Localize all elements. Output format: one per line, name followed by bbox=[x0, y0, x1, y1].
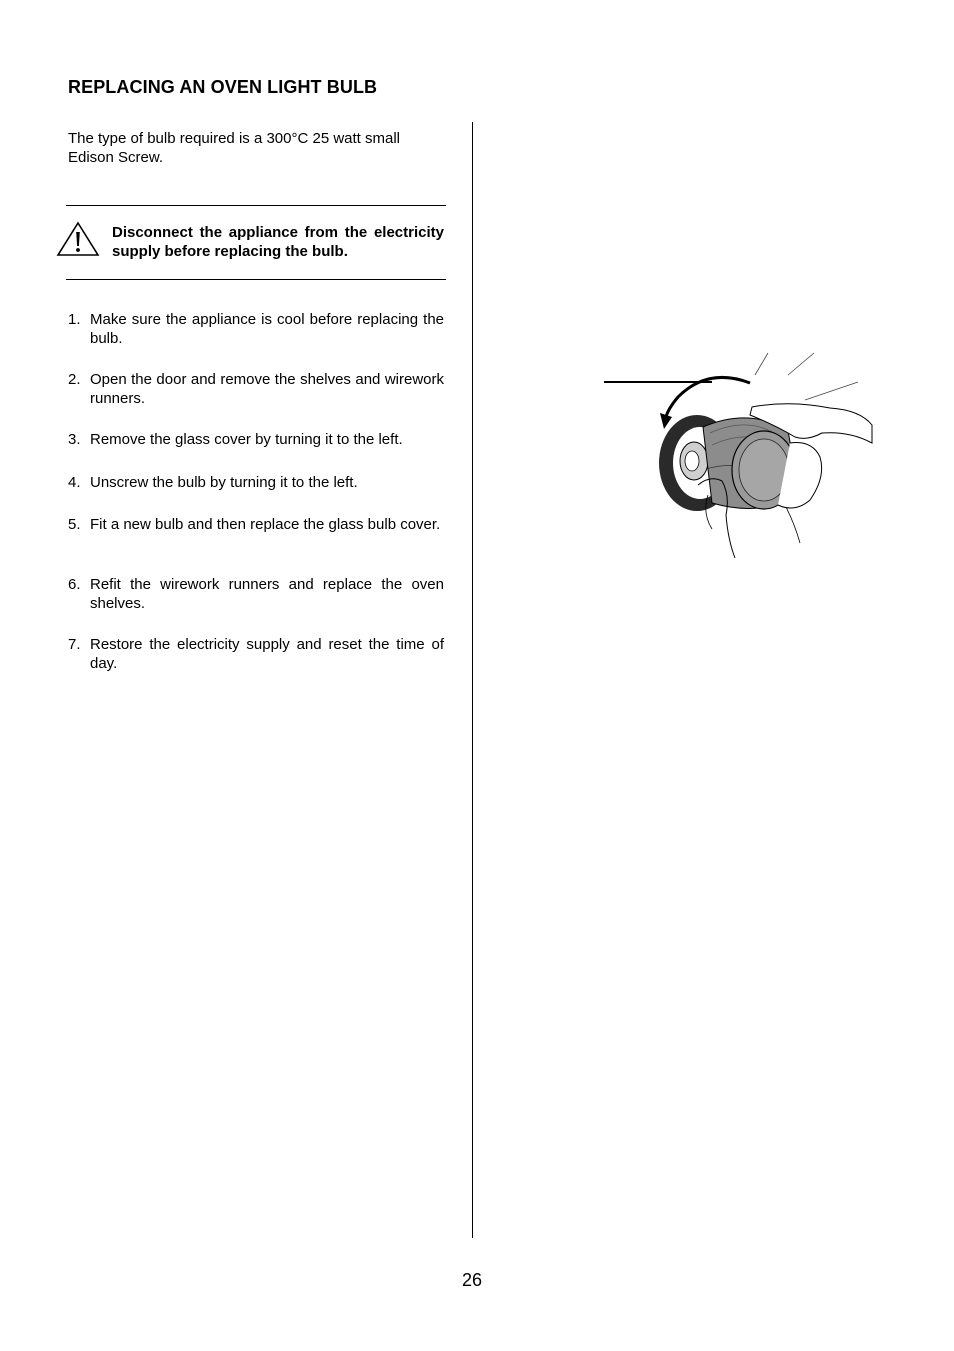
list-item bbox=[68, 516, 444, 553]
bulb-type-paragraph: The type of bulb required is a 300°C 25 watt small Edison Screw. bbox=[68, 130, 401, 166]
list-item bbox=[68, 474, 444, 493]
step-text: Remove the glass cover by turning it to the left. bbox=[90, 431, 403, 448]
list-item bbox=[68, 431, 444, 450]
step-number: 6. bbox=[68, 576, 81, 593]
step-text: Refit the wirework runners and replace the oven shelves. bbox=[90, 576, 444, 612]
step-number: 1. bbox=[68, 311, 81, 328]
step-number: 3. bbox=[68, 431, 81, 448]
list-item bbox=[68, 636, 444, 673]
step-number: 2. bbox=[68, 371, 81, 388]
page-number: 26 bbox=[461, 1270, 483, 1290]
step-number: 4. bbox=[68, 473, 81, 491]
step-text: Fit a new bulb and then replace the glass bulb cover. bbox=[90, 516, 441, 533]
instruction-steps bbox=[68, 311, 444, 696]
step-text: Restore the electricity supply and reset the time of day. bbox=[90, 636, 444, 672]
bulb-cover-illustration bbox=[600, 345, 875, 560]
step-number: 5. bbox=[68, 516, 81, 533]
warning-text: Disconnect the appliance from the electricity supply before replacing the bulb. bbox=[112, 224, 444, 260]
list-item bbox=[68, 311, 444, 348]
section-title: REPLACING AN OVEN LIGHT BULB bbox=[68, 77, 378, 97]
step-text: Open the door and remove the shelves and wirework runners. bbox=[90, 371, 444, 407]
warning-triangle-icon bbox=[56, 221, 100, 257]
list-item bbox=[68, 371, 444, 408]
warning-top-rule bbox=[66, 205, 446, 206]
step-text: Make sure the appliance is cool before replacing the bulb. bbox=[90, 311, 444, 347]
step-text: Unscrew the bulb by turning it to the left. bbox=[90, 473, 358, 491]
list-item bbox=[68, 576, 444, 613]
warning-bottom-rule bbox=[66, 279, 446, 280]
column-divider bbox=[472, 122, 473, 1238]
step-number: 7. bbox=[68, 636, 81, 653]
